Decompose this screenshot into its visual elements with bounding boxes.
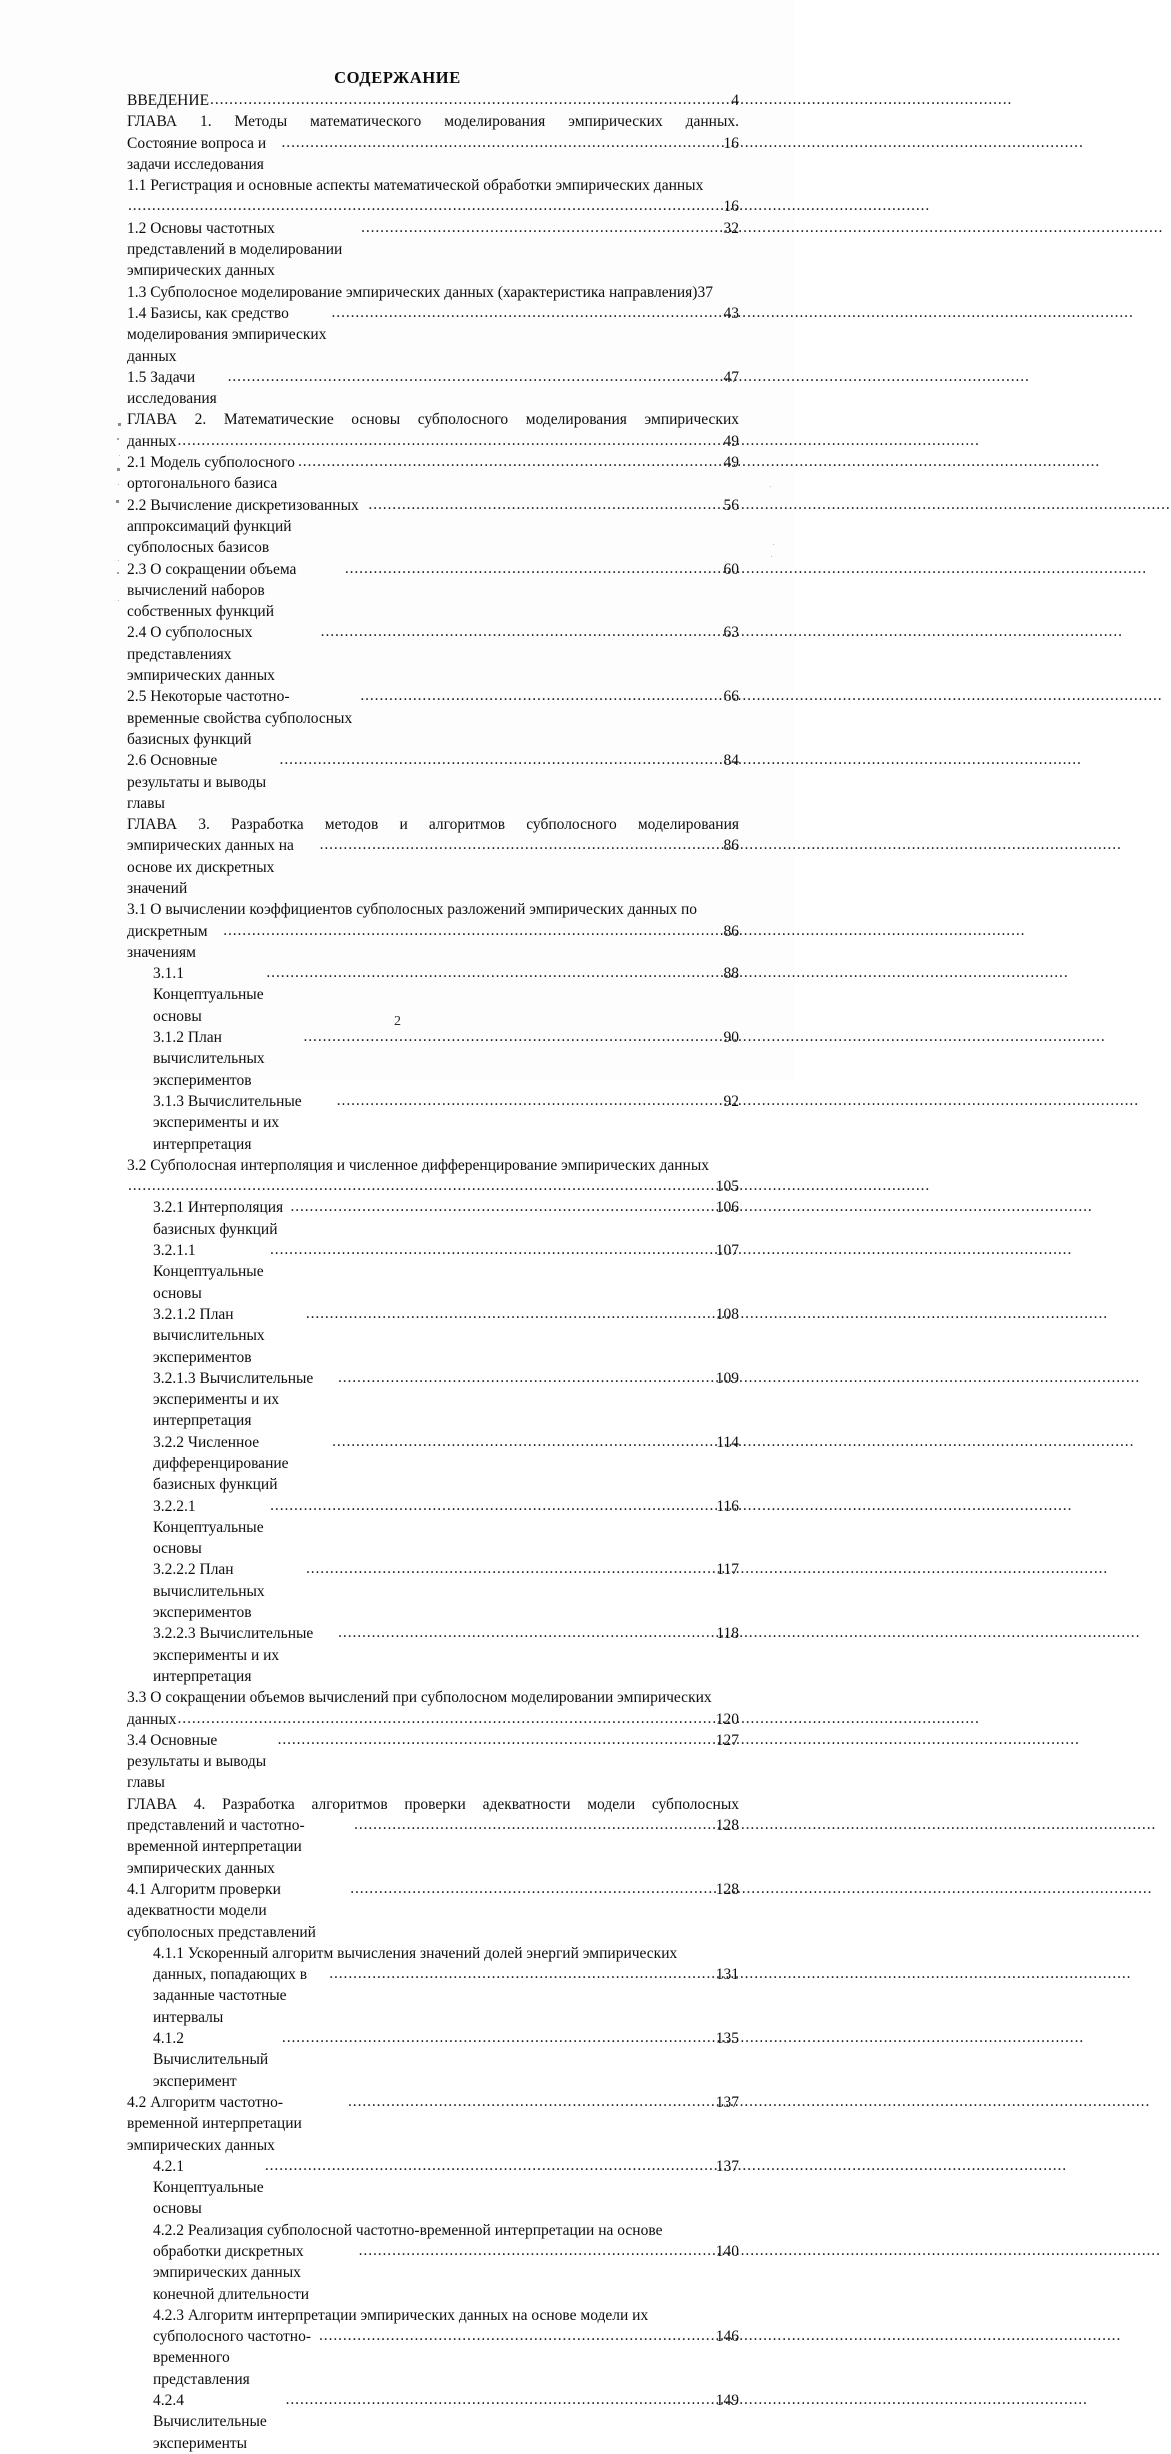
toc-entry-label: ГЛАВА 3. Разработка методов и алгоритмов субполосного моделирования bbox=[127, 816, 739, 834]
toc-entry-label: 3.2 Субполосная интерполяция и численное дифференцирование эмпирических данных bbox=[127, 1156, 710, 1174]
toc-page-number: 60 bbox=[723, 560, 739, 578]
toc-entry[interactable] bbox=[127, 2241, 739, 2305]
toc-entry[interactable] bbox=[127, 218, 739, 282]
toc-entry-label: эмпирических данных на основе их дискретных значений bbox=[127, 837, 298, 897]
toc-dot-leaders bbox=[350, 1878, 714, 1899]
toc-entry[interactable] bbox=[127, 1623, 739, 1687]
toc-entry[interactable] bbox=[127, 686, 739, 750]
toc-entry[interactable] bbox=[127, 133, 739, 176]
toc-entry[interactable] bbox=[127, 750, 739, 814]
toc-dot-leaders bbox=[354, 1814, 714, 1835]
toc-dot-leaders bbox=[270, 1495, 714, 1516]
toc-entry[interactable] bbox=[127, 1943, 739, 1964]
toc-entry-label: 2.6 Основные результаты и выводы главы bbox=[127, 752, 270, 812]
toc-entry[interactable] bbox=[127, 1368, 739, 1432]
toc-entry-label: 4.1 Алгоритм проверки адекватности модели субполосных представлений bbox=[127, 1880, 316, 1941]
toc-entry[interactable] bbox=[127, 1964, 739, 2028]
toc-page-number: 37 bbox=[697, 283, 713, 301]
toc-page-number: 47 bbox=[723, 368, 739, 386]
toc-dot-leaders bbox=[361, 217, 721, 238]
toc-page-number: 43 bbox=[723, 304, 739, 322]
toc-page-number: 140 bbox=[715, 2242, 739, 2260]
toc-page-number: 131 bbox=[715, 1966, 739, 1984]
toc-entry-label: Состояние вопроса и задачи исследования bbox=[127, 134, 270, 173]
toc-page-number: 106 bbox=[715, 1199, 739, 1217]
toc-dot-leaders bbox=[306, 1558, 714, 1579]
toc-entry-label: 1.1 Регистрация и основные аспекты математической обработки эмпирических данных bbox=[127, 177, 704, 195]
toc-entry-label: ГЛАВА 2. Математические основы субполосного моделирования эмпирических bbox=[127, 411, 739, 429]
toc-dot-leaders bbox=[290, 1196, 713, 1217]
toc-entry-label: данных bbox=[127, 432, 177, 450]
toc-entry[interactable] bbox=[127, 2092, 739, 2156]
toc-dot-leaders bbox=[298, 451, 722, 472]
toc-entry-label: 4.2.2 Реализация субполосной частотно-временной интерпретации на основе bbox=[153, 2221, 663, 2239]
toc-dot-leaders bbox=[210, 89, 729, 110]
toc-dot-leaders bbox=[128, 195, 722, 216]
toc-page-number: 137 bbox=[715, 2157, 739, 2175]
toc-page-number: 16 bbox=[723, 134, 739, 152]
toc-entry-label: 4.2.3 Алгоритм интерпретации эмпирических данных на основе модели их bbox=[153, 2306, 649, 2324]
scan-speckle bbox=[770, 486, 771, 487]
toc-entry-label: 2.1 Модель субполосного ортогонального базиса bbox=[127, 454, 299, 493]
toc-dot-leaders bbox=[280, 749, 722, 770]
toc-dot-leaders bbox=[270, 1239, 714, 1260]
scan-speckle bbox=[117, 572, 119, 574]
toc-entry[interactable] bbox=[127, 1496, 739, 1560]
toc-page-number: 56 bbox=[723, 496, 739, 514]
toc-page-number: 137 bbox=[715, 2093, 739, 2111]
toc-entry-label: 4.2 Алгоритм частотно-временной интерпретации эмпирических данных bbox=[127, 2093, 306, 2154]
scan-speckle bbox=[117, 468, 120, 471]
toc-entry-label: 3.2.2 Численное дифференцирование базисных функций bbox=[153, 1433, 293, 1494]
toc-entry-label: представлений и частотно-временной интерпретации эмпирических данных bbox=[127, 1817, 306, 1877]
toc-dot-leaders bbox=[338, 1622, 714, 1643]
toc-entry[interactable] bbox=[127, 1197, 739, 1240]
toc-entry-label: 3.2.2.1 Концептуальные основы bbox=[153, 1497, 268, 1558]
toc-dot-leaders bbox=[360, 685, 721, 706]
toc-entry[interactable] bbox=[127, 1815, 739, 1879]
toc-dot-leaders bbox=[359, 2240, 714, 2261]
toc-entry[interactable] bbox=[127, 1687, 739, 1708]
toc-entry[interactable] bbox=[127, 2028, 739, 2092]
toc-entry[interactable] bbox=[127, 1091, 739, 1155]
scan-speckle bbox=[118, 560, 119, 561]
toc-page-number: 149 bbox=[715, 2392, 739, 2410]
toc-entry[interactable] bbox=[127, 90, 739, 111]
toc-dot-leaders bbox=[368, 494, 721, 515]
toc-entry[interactable] bbox=[127, 282, 739, 303]
toc-entry[interactable] bbox=[127, 1304, 739, 1368]
toc-page-number: 90 bbox=[723, 1029, 739, 1047]
toc-dot-leaders bbox=[321, 621, 722, 642]
toc-entry[interactable] bbox=[127, 1176, 739, 1197]
toc-entry-label: ГЛАВА 1. Методы математического моделирования эмпирических данных. bbox=[127, 113, 739, 131]
toc-entry[interactable] bbox=[127, 1730, 739, 1794]
toc-entry-label: 3.2.1.3 Вычислительные эксперименты и их интерпретация bbox=[153, 1369, 318, 1430]
scan-speckle bbox=[118, 600, 119, 601]
toc-entry[interactable] bbox=[127, 196, 739, 217]
toc-dot-leaders bbox=[345, 558, 722, 579]
toc-entry[interactable] bbox=[127, 452, 739, 495]
toc-entry[interactable] bbox=[127, 622, 739, 686]
toc-entry[interactable] bbox=[127, 431, 739, 452]
toc-dot-leaders bbox=[306, 1303, 714, 1324]
toc-entry[interactable] bbox=[127, 2220, 739, 2241]
toc-entry[interactable] bbox=[127, 111, 739, 132]
toc-dot-leaders bbox=[265, 2155, 714, 2176]
toc-page-number: 114 bbox=[716, 1433, 739, 1451]
toc-entry-label: 2.4 О субполосных представлениях эмпирических данных bbox=[127, 624, 275, 685]
toc-page-number: 49 bbox=[723, 432, 739, 450]
toc-page-number: 16 bbox=[723, 198, 739, 216]
toc-entry-label: 3.2.1.2 План вычислительных экспериментов bbox=[153, 1305, 269, 1366]
toc-entry[interactable] bbox=[127, 303, 739, 367]
toc-dot-leaders bbox=[178, 430, 722, 451]
toc-entry[interactable] bbox=[127, 835, 739, 899]
toc-page-number: 49 bbox=[723, 454, 739, 472]
toc-page-number: 105 bbox=[715, 1178, 739, 1196]
toc-entry-label: данных bbox=[127, 1710, 177, 1728]
toc-page-number: 127 bbox=[715, 1731, 739, 1749]
toc-dot-leaders bbox=[286, 2389, 714, 2410]
toc-page-number: 107 bbox=[715, 1242, 739, 1260]
toc-dot-leaders bbox=[228, 366, 722, 387]
toc-entry[interactable] bbox=[127, 899, 739, 920]
toc-page-number: 108 bbox=[715, 1305, 739, 1323]
scan-speckle bbox=[771, 556, 772, 557]
toc-page-number: 117 bbox=[716, 1561, 739, 1579]
toc-entry-label: 2.2 Вычисление дискретизованных аппроксимаций функций субполосных базисов bbox=[127, 496, 363, 557]
toc-entry[interactable] bbox=[127, 2305, 739, 2326]
toc-entry[interactable] bbox=[127, 1794, 739, 1815]
toc-entry[interactable] bbox=[127, 2326, 739, 2390]
toc-entry-label: 3.1 О вычислении коэффициентов субполосных разложений эмпирических данных по bbox=[127, 901, 698, 919]
page-folio-number: 2 bbox=[394, 1014, 401, 1029]
toc-page-number: 86 bbox=[723, 922, 739, 940]
toc-dot-leaders bbox=[348, 2091, 714, 2112]
toc-dot-leaders bbox=[128, 1175, 714, 1196]
toc-entry-label: субполосного частотно-временного представления bbox=[153, 2328, 311, 2388]
toc-entry-label: 1.4 Базисы, как средство моделирования эмпирических данных bbox=[127, 304, 331, 365]
toc-entry-label: 1.5 Задачи исследования bbox=[127, 368, 217, 408]
toc-entry-label: 4.1.1 Ускоренный алгоритм вычисления значений долей энергий эмпирических bbox=[153, 1944, 678, 1962]
toc-entry-label: 3.2.1 Интерполяция базисных функций bbox=[153, 1199, 288, 1238]
toc-entry[interactable] bbox=[127, 2156, 739, 2220]
toc-entry[interactable] bbox=[127, 1240, 739, 1304]
toc-page-number: 128 bbox=[715, 1817, 739, 1835]
toc-entry-label: 3.2.2.2 План вычислительных экспериментов bbox=[153, 1561, 269, 1622]
toc-entry[interactable] bbox=[127, 175, 739, 196]
scan-speckle bbox=[117, 438, 119, 440]
toc-entry-label: 3.2.1.1 Концептуальные основы bbox=[153, 1242, 268, 1302]
page-title: СОДЕРЖАНИЕ bbox=[334, 68, 461, 87]
toc-entry-label: 3.4 Основные результаты и выводы главы bbox=[127, 1731, 270, 1792]
toc-page-number: 66 bbox=[723, 688, 739, 706]
scan-speckle bbox=[118, 423, 121, 426]
toc-page-number: 32 bbox=[723, 219, 739, 237]
toc-entry[interactable] bbox=[127, 2390, 739, 2454]
toc-dot-leaders bbox=[337, 1090, 722, 1111]
toc-page-number: 118 bbox=[716, 1625, 739, 1643]
toc-entry-label: 4.1.2 Вычислительный эксперимент bbox=[153, 2030, 273, 2090]
toc-dot-leaders bbox=[278, 1729, 714, 1750]
toc-page-number: 135 bbox=[715, 2030, 739, 2048]
toc-entry[interactable] bbox=[127, 1155, 739, 1176]
toc-entry-label: данных, попадающих в заданные частотные интервалы bbox=[153, 1966, 311, 2026]
toc-entry-label: обработки дискретных эмпирических данных конечной длительности bbox=[153, 2242, 310, 2303]
toc-dot-leaders bbox=[178, 1708, 714, 1729]
toc-dot-leaders bbox=[223, 920, 721, 941]
toc-page-number: 88 bbox=[723, 965, 739, 983]
toc-entry-label: 1.2 Основы частотных представлений в моделировании эмпирических данных bbox=[127, 219, 347, 280]
toc-entry-label: 2.3 О сокращении объема вычислений наборов собственных функций bbox=[127, 560, 301, 621]
toc-entry-label: 3.1.3 Вычислительные эксперименты и их интерпретация bbox=[153, 1092, 306, 1153]
toc-dot-leaders bbox=[332, 302, 722, 323]
toc-entry-label: 4.2.4 Вычислительные эксперименты bbox=[153, 2392, 271, 2452]
scan-speckle bbox=[119, 455, 120, 456]
toc-entry[interactable] bbox=[127, 559, 739, 623]
scan-speckle bbox=[773, 544, 774, 545]
toc-entry-label: 4.2.1 Концептуальные основы bbox=[153, 2157, 268, 2218]
toc-entry[interactable] bbox=[127, 409, 739, 430]
toc-page-number: 86 bbox=[723, 837, 739, 855]
table-of-contents bbox=[127, 90, 739, 2454]
toc-entry-label: дискретным значениям bbox=[127, 922, 212, 961]
toc-entry[interactable] bbox=[127, 921, 739, 964]
toc-page-number: 146 bbox=[715, 2328, 739, 2346]
toc-dot-leaders bbox=[332, 1431, 714, 1452]
toc-page-number: 128 bbox=[715, 1880, 739, 1898]
toc-entry[interactable] bbox=[127, 1027, 739, 1091]
toc-entry[interactable] bbox=[127, 1559, 739, 1623]
toc-entry-label: ГЛАВА 4. Разработка алгоритмов проверки адекватности модели субполосных bbox=[127, 1795, 739, 1813]
toc-page-number: 63 bbox=[723, 624, 739, 642]
toc-dot-leaders bbox=[338, 1367, 714, 1388]
toc-entry-label: 3.2.2.3 Вычислительные эксперименты и их интерпретация bbox=[153, 1625, 318, 1685]
toc-dot-leaders bbox=[282, 2027, 714, 2048]
toc-page-number: 116 bbox=[716, 1497, 739, 1515]
toc-entry-label: 3.1.1 Концептуальные основы bbox=[153, 965, 268, 1025]
toc-dot-leaders bbox=[266, 962, 721, 983]
toc-entry-label: 3.3 О сокращении объемов вычислений при субполосном моделировании эмпирических bbox=[127, 1689, 712, 1707]
toc-entry[interactable] bbox=[127, 1432, 739, 1496]
toc-entry[interactable] bbox=[127, 814, 739, 835]
toc-entry-label: ВВЕДЕНИЕ bbox=[127, 92, 210, 109]
toc-dot-leaders bbox=[320, 834, 722, 855]
toc-dot-leaders bbox=[329, 1963, 714, 1984]
toc-entry-label: 1.3 Субполосное моделирование эмпирических данных (характеристика направления) bbox=[127, 283, 698, 301]
toc-page-number: 84 bbox=[723, 752, 739, 770]
toc-dot-leaders bbox=[282, 132, 722, 153]
toc-page-number: 120 bbox=[715, 1710, 739, 1728]
toc-dot-leaders bbox=[319, 2325, 714, 2346]
toc-page-number: 109 bbox=[715, 1369, 739, 1387]
toc-entry[interactable] bbox=[127, 495, 739, 559]
toc-entry-label: 3.1.2 План вычислительных экспериментов bbox=[153, 1029, 269, 1089]
scan-speckle bbox=[118, 484, 119, 485]
toc-entry[interactable] bbox=[127, 1709, 739, 1730]
toc-entry[interactable] bbox=[127, 1879, 739, 1943]
toc-entry-label: 2.5 Некоторые частотно-временные свойства субполосных базисных функций bbox=[127, 688, 357, 748]
toc-page-number: 92 bbox=[723, 1092, 739, 1110]
toc-page-number: 4 bbox=[731, 92, 739, 109]
scan-speckle bbox=[116, 500, 119, 503]
toc-entry[interactable] bbox=[127, 367, 739, 410]
